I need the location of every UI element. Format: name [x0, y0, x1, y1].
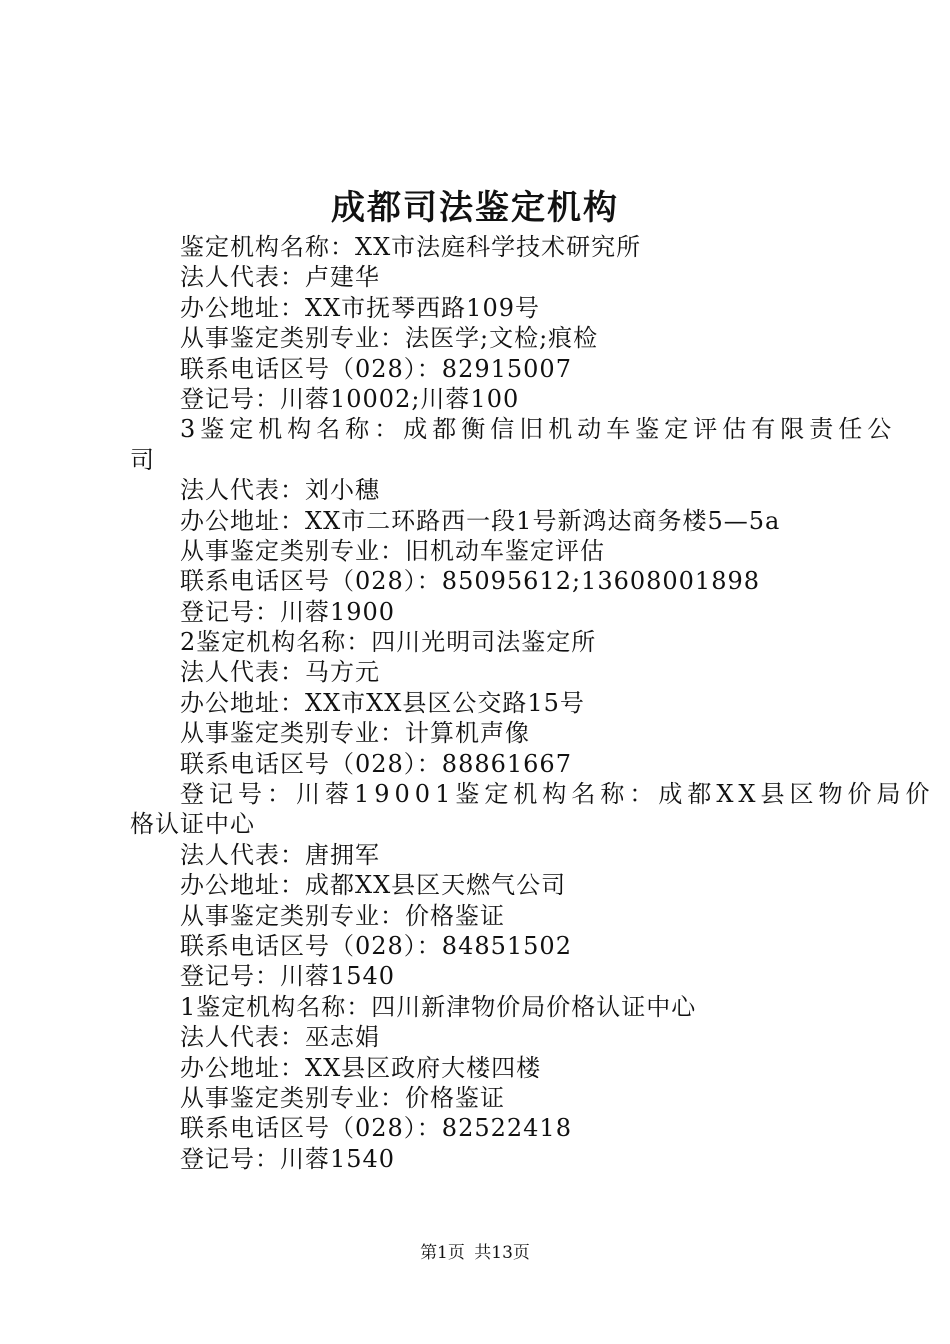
text-line: 从事鉴定类别专业：旧机动车鉴定评估 — [180, 536, 605, 565]
text-line: 司 — [130, 445, 155, 474]
page-total: 共13页 — [474, 1243, 530, 1263]
text-line: 联系电话区号（028）：82915007 — [180, 354, 572, 383]
text-line: 登记号：川蓉10002;川蓉100 — [180, 384, 520, 413]
text-line: 格认证中心 — [130, 810, 255, 839]
text-line: 办公地址：XX市XX县区公交路15号 — [180, 688, 585, 717]
text-line: 办公地址：成都XX县区天燃气公司 — [180, 871, 567, 900]
text-line: 联系电话区号（028）：85095612;13608001898 — [180, 567, 761, 596]
text-line: 法人代表：刘小穗 — [180, 476, 380, 505]
text-line: 鉴定机构名称：XX市法庭科学技术研究所 — [180, 233, 642, 261]
text-line: 法人代表：马方元 — [180, 658, 380, 687]
page-title: 成都司法鉴定机构 — [331, 188, 619, 228]
document-body — [130, 232, 935, 1174]
text-line: 法人代表：卢建华 — [180, 263, 380, 292]
text-line: 登记号：川蓉1540 — [180, 962, 396, 991]
page-footer — [0, 1241, 950, 1265]
text-line: 3鉴定机构名称：成都衡信旧机动车鉴定评估有限责任公 — [180, 415, 897, 444]
text-line: 办公地址：XX市二环路西一段1号新鸿达商务楼5—5a — [180, 506, 781, 535]
text-line: 登记号：川蓉19001鉴定机构名称：成都XX县区物价局价 — [180, 780, 935, 809]
text-line: 办公地址：XX市抚琴西路109号 — [180, 293, 540, 322]
text-line: 联系电话区号（028）：88861667 — [180, 749, 572, 778]
text-line: 从事鉴定类别专业：价格鉴证 — [180, 901, 505, 930]
text-line: 1鉴定机构名称：四川新津物价局价格认证中心 — [180, 992, 697, 1021]
text-line: 登记号：川蓉1900 — [180, 597, 396, 626]
text-line: 法人代表：巫志娟 — [180, 1023, 380, 1052]
text-line: 办公地址：XX县区政府大楼四楼 — [180, 1053, 542, 1082]
text-line: 法人代表：唐拥军 — [180, 840, 380, 869]
text-line: 从事鉴定类别专业：价格鉴证 — [180, 1083, 505, 1112]
text-line: 联系电话区号（028）：82522418 — [180, 1114, 572, 1143]
page-number: 第1页 — [420, 1243, 465, 1263]
text-line: 从事鉴定类别专业：法医学;文检;痕检 — [180, 324, 599, 353]
text-line: 登记号：川蓉1540 — [180, 1144, 396, 1173]
text-line: 联系电话区号（028）：84851502 — [180, 931, 572, 960]
text-line: 2鉴定机构名称：四川光明司法鉴定所 — [180, 628, 597, 657]
text-line: 从事鉴定类别专业：计算机声像 — [180, 719, 530, 748]
